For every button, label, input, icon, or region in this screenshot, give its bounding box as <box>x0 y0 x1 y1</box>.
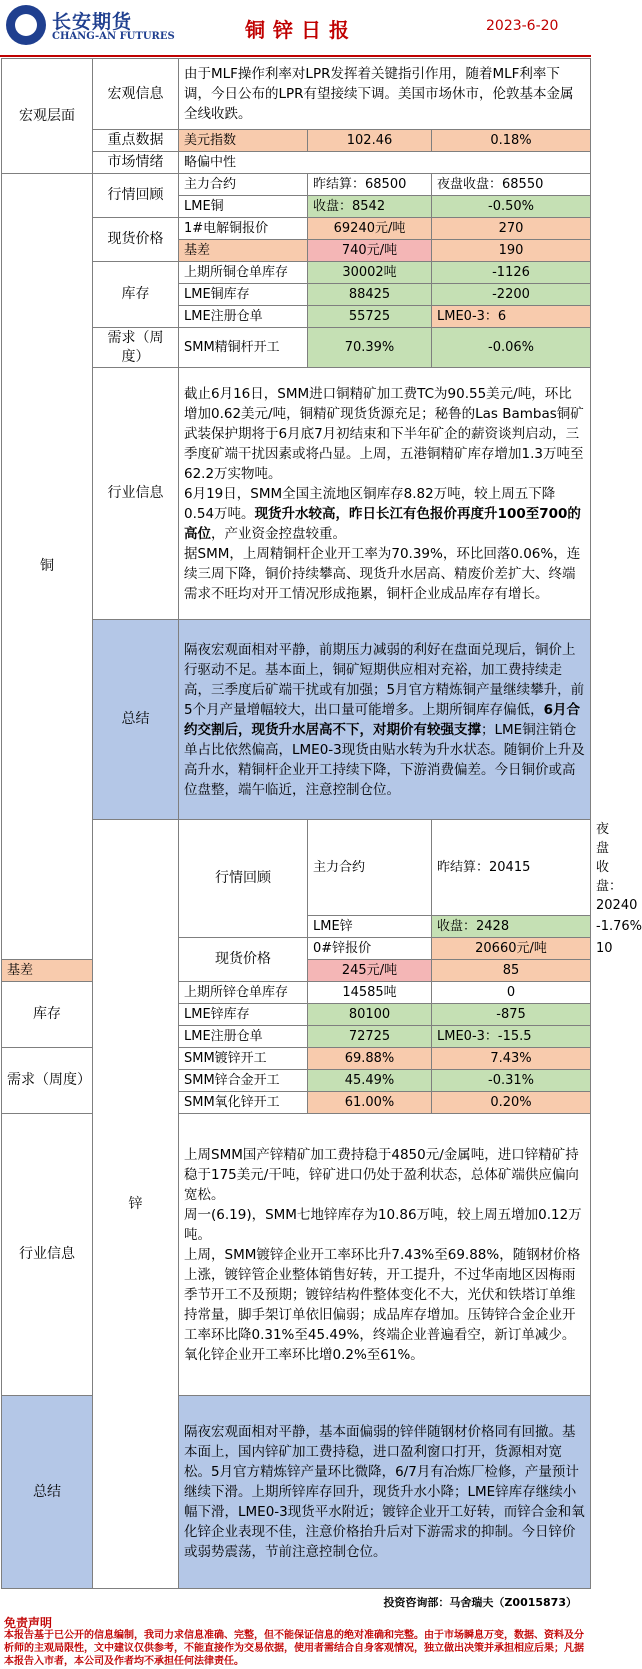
report-footer <box>0 1590 591 1669</box>
zinc-demand-change: 0.20% <box>432 1092 591 1114</box>
logo-en-text: CHANG-AN FUTURES <box>52 31 175 42</box>
copper-main-contract: 主力合约 <box>179 174 308 196</box>
copper-lme-name: LME铜 <box>179 196 308 218</box>
zinc-industry-label: 行业信息 <box>2 1114 93 1396</box>
copper-demand-change: -0.06% <box>432 328 591 368</box>
copper-inv-value: 55725 <box>308 306 432 328</box>
logo-cn-text: 长安期货 <box>52 11 133 33</box>
zinc-basis-name: 基差 <box>2 960 93 982</box>
copper-spot-change: 270 <box>432 218 591 240</box>
copper-industry-p2b: 现货升水较高，昨日长江有色报价再度升100至700的高位 <box>184 505 581 542</box>
changan-logo-icon <box>6 5 46 45</box>
zinc-demand-value: 45.49% <box>308 1070 432 1092</box>
copper-industry-p2a: 6月19日，SMM全国主流地区铜库存8.82万吨，较上周五下降0.54万吨。 <box>184 485 556 522</box>
disclaimer-title: 免责声明 <box>4 1616 53 1630</box>
copper-inv-name: LME注册仓单 <box>179 306 308 328</box>
zinc-demand-name: SMM氧化锌开工 <box>179 1092 308 1114</box>
copper-basis-name: 基差 <box>179 240 308 262</box>
zinc-inv-name: 上期所锌仓单库存 <box>179 982 308 1004</box>
zinc-inv-change: LME0-3：-15.5 <box>432 1026 591 1048</box>
copper-spot-label: 现货价格 <box>93 218 179 262</box>
copper-industry-p3: 据SMM，上周精铜杆企业开工率为70.39%，环比回落0.06%，连续三周下降，铜价持续攀高、现货升水居高、精废价差扩大、终端需求不旺均对开工情况形成拖累，铜杆企业成品库存有增长。 <box>184 545 581 602</box>
copper-summary-a: 隔夜宏观面相对平静，前期压力减弱的利好在盘面兑现后，铜价上行驱动不足。基本面上，铜矿短期供应相对充裕，加工费持续走高，三季度后矿端干扰或有加强；5月官方精炼铜产量继续攀升，前5个月产量增幅较大，出口量可能增多。上期所铜库存偏低， <box>184 641 585 718</box>
copper-spot-name: 1#电解铜报价 <box>179 218 308 240</box>
zinc-demand-value: 61.00% <box>308 1092 432 1114</box>
zinc-industry-p2: 周一(6.19)，SMM七地锌库存为10.86万吨，较上周五增加0.12万吨。 <box>184 1206 582 1243</box>
report-table: 宏观层面 宏观信息 由于MLF操作利率对LPR发挥着关键指引作用，随着MLF利率下调，今日公布的LPR有望接续下调。美国市场休市，伦敦基本金属全线收跌。 重点数据 美元指数 102.46 0.18% 市场情绪 略偏中性 铜 行情回顾 主力合约 昨结算：68500 夜盘收盘：68550 LME铜 收盘：8542 -0.50% 现货价格 1#电解铜报价 69240元/吨 270 基差 740元/吨 190 库存 上期所铜仓单库存 30002吨 -1126 LME铜库存 88425 -2200 LME注册仓单 55725 LME0-3：6 需求（周度） SMM精铜杆开工 70.39% -0.06% 行业信息 截止6月16日，SMM进口铜精矿加工费TC为90.55美元/吨，环比增加0.62美元/吨，铜精矿现货货源充足；秘鲁的Las Bambas铜矿武装保护期将于6月底7月初结束和下半年矿企的薪资谈判启动，三季度矿端干扰因素或将凸显。上周，五港铜精矿库存增加1.3万吨至62.2万实物吨。 6月19日，SMM全国主流地区铜库存8.82万吨，较上周五下降0.54万吨。现货升水较高，昨日长江有色报价再度升100至700的高位，产业资金控盘较重。 据SMM，上周精铜杆企业开工率为70.39%，环比回落0.06%，连续三周下降，铜价持续攀高、现货升水居高、精废价差扩大、终端需求不旺均对开工情况形成拖累，铜杆企业成品库存有增长。 总结 隔夜宏观面相对平静，前期压力减弱的利好在盘面兑现后，铜价上行驱动不足。基本面上，铜矿短期供应相对充裕，加工费持续走高，三季度后矿端干扰或有加强；5月官方精炼铜产量继续攀升，前5个月产量增幅较大，出口量可能增多。上期所铜库存偏低，6月合约交割后，现货升水居高不下，对期价有较强支撑；LME铜注销仓单占比依然偏高，LME0-3现货由贴水转为升水状态。随铜价上升及高升水，精铜杆企业开工持续下降，下游消费偏差。今日铜价或高位盘整，端午临近，注意控制仓位。 锌 行情回顾 主力合约 昨结算：20415 夜盘收盘：20240 LME锌 收盘：2428 -1.76% 现货价格 0#锌报价 20660元/吨 10 基差 245元/吨 85 库存 上期所锌仓单库存 14585吨 0 LME锌库存 80100 -875 LME注册仓单 72725 LME0-3：-15.5 需求（周度） SMM镀锌开工 69.88% 7.43% SMM锌合金开工 45.49% -0.31% SMM氧化锌开工 61.00% 0.20% 行业信息 上周SMM国产锌精矿加工费持稳于4850元/金属吨，进口锌精矿持稳于175美元/干吨，锌矿进口仍处于盈利状态，总体矿端供应偏向宽松。 周一(6.19)，SMM七地锌库存为10.86万吨，较上周五增加0.12万吨。 上周，SMM镀锌企业开工率环比升7.43%至69.88%，随钢材价格上涨，镀锌管企业整体销售好转，开工提升，不过华南地区因梅雨季节开工不及预期；镀锌结构件整体变化不大，光伏和铁塔订单维持常量，脚手架订单依旧偏弱；成品库存增加。压铸锌合金企业开工率环比降0.31%至45.49%，终端企业普遍看空，新订单减少。氧化锌企业开工率环比增0.2%至61%。 总结 隔夜宏观面相对平静，基本面偏弱的锌伴随钢材价格同有回撤。基本面上，国内锌矿加工费持稳，进口盈利窗口打开，货源相对宽松。5月官方精炼锌产量环比微降，6/7月有冶炼厂检修，产量预计继续下滑。上期所锌库存回升，现货升水小降；LME锌库存继续小幅下滑，LME0-3现货平水附近；镀锌企业开工好转，而锌合金和氧化锌企业表现不佳，注意价格抬升后对下游需求的抑制。今日锌价或弱势震荡，节前注意控制仓位。 <box>1 58 591 1589</box>
zinc-demand-value: 69.88% <box>308 1048 432 1070</box>
copper-industry-p1: 截止6月16日，SMM进口铜精矿加工费TC为90.55美元/吨，环比增加0.62美元/吨，铜精矿现货货源充足；秘鲁的Las Bambas铜矿武装保护期将于6月底7月初结束和下半年矿企的薪资谈判启动，三季度矿端干扰因素或将凸显。上周，五港铜精矿库存增加1.3万吨至62.2万实物吨。 <box>184 385 584 482</box>
zinc-inv-change: 0 <box>432 982 591 1004</box>
copper-inventory-label: 库存 <box>93 262 179 328</box>
zinc-basis-change: 85 <box>432 960 591 982</box>
copper-section-label: 铜 <box>2 174 93 960</box>
copper-inv-name: LME铜库存 <box>179 284 308 306</box>
copper-inv-change: -2200 <box>432 284 591 306</box>
copper-lme-close: 收盘：8542 <box>308 196 432 218</box>
copper-inv-value: 30002吨 <box>308 262 432 284</box>
report-title: 铜锌日报 <box>245 18 357 42</box>
copper-industry-p2c: ，产业资金控盘较重。 <box>211 525 346 542</box>
macro-info-label: 宏观信息 <box>93 59 179 130</box>
disclaimer-text: 本报告基于已公开的信息编制，我司力求信息准确、完整，但不能保证信息的绝对准确和完整。由于市场瞬息万变，数据、资料及分析师的主观局限性，文中建议仅供参考，不能直接作为交易依据，使用者需结合自身客观情况，独立做出决策并承担相应后果；凡据本报告入市者，本公司及作者均不承担任何法律责任。 <box>4 1630 584 1667</box>
copper-demand-label: 需求（周度） <box>93 328 179 368</box>
macro-section-label: 宏观层面 <box>2 59 93 174</box>
copper-basis-change: 190 <box>432 240 591 262</box>
zinc-inv-value: 72725 <box>308 1026 432 1048</box>
zinc-demand-label: 需求（周度） <box>2 1048 93 1114</box>
market-mood-value: 略偏中性 <box>179 152 591 174</box>
zinc-summary-label: 总结 <box>2 1396 93 1589</box>
zinc-spot-name: 0#锌报价 <box>308 938 432 960</box>
copper-spot-price: 69240元/吨 <box>308 218 432 240</box>
zinc-demand-name: SMM镀锌开工 <box>179 1048 308 1070</box>
zinc-review-label: 行情回顾 <box>179 820 308 938</box>
copper-inv-change: LME0-3：6 <box>432 306 591 328</box>
zinc-demand-change: -0.31% <box>432 1070 591 1092</box>
copper-demand-name: SMM精铜杆开工 <box>179 328 308 368</box>
copper-summary-label: 总结 <box>93 620 179 820</box>
zinc-inv-name: LME锌库存 <box>179 1004 308 1026</box>
copper-industry-label: 行业信息 <box>93 368 179 620</box>
zinc-industry-p3: 上周，SMM镀锌企业开工率环比升7.43%至69.88%，随钢材价格上涨，镀锌管企业整体销售好转，开工提升，不过华南地区因梅雨季节开工不及预期；镀锌结构件整体变化不大，光伏和铁塔订单维持常量，脚手架订单依旧偏弱；成品库存增加。压铸锌合金企业开工率环比降0.31%至45.49%，终端企业普遍看空，新订单减少。氧化锌企业开工率环比增0.2%至61%。 <box>184 1246 581 1363</box>
copper-inv-value: 88425 <box>308 284 432 306</box>
zinc-spot-price: 20660元/吨 <box>432 938 591 960</box>
zinc-lme-name: LME锌 <box>308 916 432 938</box>
zinc-inv-name: LME注册仓单 <box>179 1026 308 1048</box>
key-data-label: 重点数据 <box>93 130 179 152</box>
copper-summary-text <box>179 620 591 820</box>
zinc-section-label: 锌 <box>93 820 179 1589</box>
zinc-inv-change: -875 <box>432 1004 591 1026</box>
report-date: 2023-6-20 <box>486 18 559 34</box>
dollar-index-value: 102.46 <box>308 130 432 152</box>
dollar-index-change: 0.18% <box>432 130 591 152</box>
zinc-demand-change: 7.43% <box>432 1048 591 1070</box>
zinc-basis-value: 245元/吨 <box>308 960 432 982</box>
zinc-industry-text <box>179 1114 591 1396</box>
zinc-settle: 昨结算：20415 <box>432 820 591 916</box>
zinc-industry-p1: 上周SMM国产锌精矿加工费持稳于4850元/金属吨，进口锌精矿持稳于175美元/干吨，锌矿进口仍处于盈利状态，总体矿端供应偏向宽松。 <box>184 1146 579 1203</box>
copper-summary-b: 6月合约交割后，现货升水居高不下，对期价有较强支撑 <box>184 701 580 738</box>
copper-settle: 昨结算：68500 <box>308 174 432 196</box>
dollar-index-name: 美元指数 <box>179 130 308 152</box>
copper-industry-text <box>179 368 591 620</box>
zinc-lme-close: 收盘：2428 <box>432 916 591 938</box>
copper-inv-change: -1126 <box>432 262 591 284</box>
zinc-demand-name: SMM锌合金开工 <box>179 1070 308 1092</box>
macro-info-text: 由于MLF操作利率对LPR发挥着关键指引作用，随着MLF利率下调，今日公布的LPR有望接续下调。美国市场休市，伦敦基本金属全线收跌。 <box>179 59 591 130</box>
copper-basis-value: 740元/吨 <box>308 240 432 262</box>
copper-review-label: 行情回顾 <box>93 174 179 218</box>
investment-dept: 投资咨询部：马舍瑞夫（Z0015873） <box>383 1596 577 1609</box>
copper-demand-value: 70.39% <box>308 328 432 368</box>
copper-inv-name: 上期所铜仓单库存 <box>179 262 308 284</box>
zinc-inv-value: 14585吨 <box>308 982 432 1004</box>
zinc-inv-value: 80100 <box>308 1004 432 1026</box>
copper-summary-c: ；LME铜注销仓单占比依然偏高，LME0-3现货由贴水转为升水状态。随铜价上升及高升水，精铜杆企业开工持续下降，下游消费偏差。今日铜价或高位盘整，端午临近，注意控制仓位。 <box>184 721 585 798</box>
copper-lme-change: -0.50% <box>432 196 591 218</box>
report-header <box>0 0 591 57</box>
zinc-spot-label: 现货价格 <box>179 938 308 982</box>
zinc-main-contract: 主力合约 <box>308 820 432 916</box>
zinc-summary-text: 隔夜宏观面相对平静，基本面偏弱的锌伴随钢材价格同有回撤。基本面上，国内锌矿加工费持稳，进口盈利窗口打开，货源相对宽松。5月官方精炼锌产量环比微降，6/7月有冶炼厂检修，产量预计继续下滑。上期所锌库存回升，现货升水小降；LME锌库存继续小幅下滑，LME0-3现货平水附近；镀锌企业开工好转，而锌合金和氧化锌企业表现不佳，注意价格抬升后对下游需求的抑制。今日锌价或弱势震荡，节前注意控制仓位。 <box>179 1396 591 1589</box>
market-mood-label: 市场情绪 <box>93 152 179 174</box>
copper-night: 夜盘收盘：68550 <box>432 174 591 196</box>
zinc-inventory-label: 库存 <box>2 982 93 1048</box>
